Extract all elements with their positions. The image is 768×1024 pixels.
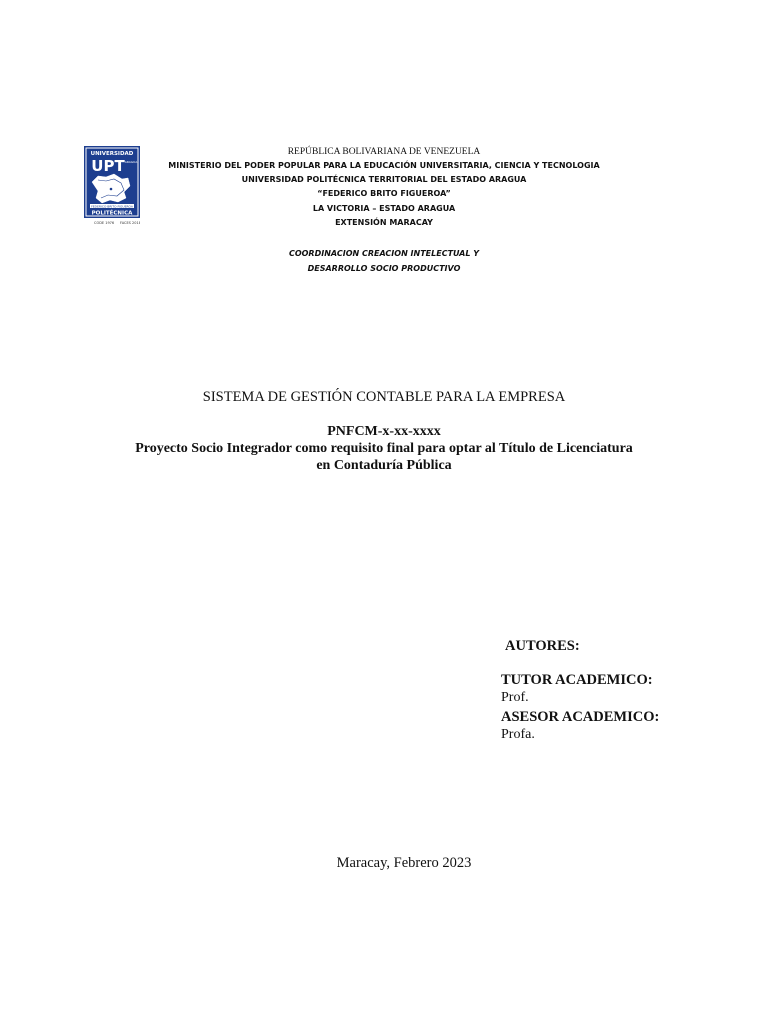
svg-text:FACES 2018: FACES 2018: [120, 221, 140, 225]
tutor-value: Prof.: [501, 690, 529, 705]
project-code: PNFCM-x-xx-xxxx: [327, 424, 441, 439]
coordination-line-1: COORDINACION CREACION INTELECTUAL Y: [288, 249, 480, 258]
svg-text:ARAGUA: ARAGUA: [124, 160, 138, 164]
place-date: Maracay, Febrero 2023: [336, 855, 472, 871]
asesor-value: Profa.: [501, 727, 535, 742]
svg-text:CODE 1976: CODE 1976: [94, 221, 115, 225]
header-line-2: MINISTERIO DEL PODER POPULAR PARA LA EDUCACIÓN UNIVERSITARIA, CIENCIA Y TECNOLOGIA: [168, 161, 600, 170]
header-line-6: EXTENSIÓN MARACAY: [335, 218, 433, 227]
project-subtitle-line-2: en Contaduría Pública: [316, 458, 452, 473]
svg-text:FEDERICO BRITO FIGUEROA: FEDERICO BRITO FIGUEROA: [91, 204, 133, 209]
header-line-1: REPÚBLICA BOLIVARIANA DE VENEZUELA: [287, 147, 481, 157]
tutor-label: TUTOR ACADEMICO:: [501, 672, 653, 688]
header-line-5: LA VICTORIA – ESTADO ARAGUA: [312, 204, 456, 213]
svg-text:UPT: UPT: [91, 157, 125, 175]
header-line-3: UNIVERSIDAD POLITÉCNICA TERRITORIAL DEL ESTADO ARAGUA: [241, 175, 527, 184]
coordination-line-2: DESARROLLO SOCIO PRODUCTIVO: [307, 264, 461, 273]
project-title: SISTEMA DE GESTIÓN CONTABLE PARA LA EMPRESA: [202, 389, 566, 405]
svg-text:POLITÉCNICA: POLITÉCNICA: [91, 210, 133, 217]
project-subtitle-line-1: Proyecto Socio Integrador como requisito final para optar al Título de Licenciatura: [135, 441, 633, 456]
asesor-label: ASESOR ACADEMICO:: [501, 709, 660, 725]
svg-text:UNIVERSIDAD: UNIVERSIDAD: [90, 151, 134, 157]
header-line-4: “FEDERICO BRITO FIGUEROA”: [317, 189, 451, 198]
authors-label: AUTORES:: [505, 638, 580, 654]
